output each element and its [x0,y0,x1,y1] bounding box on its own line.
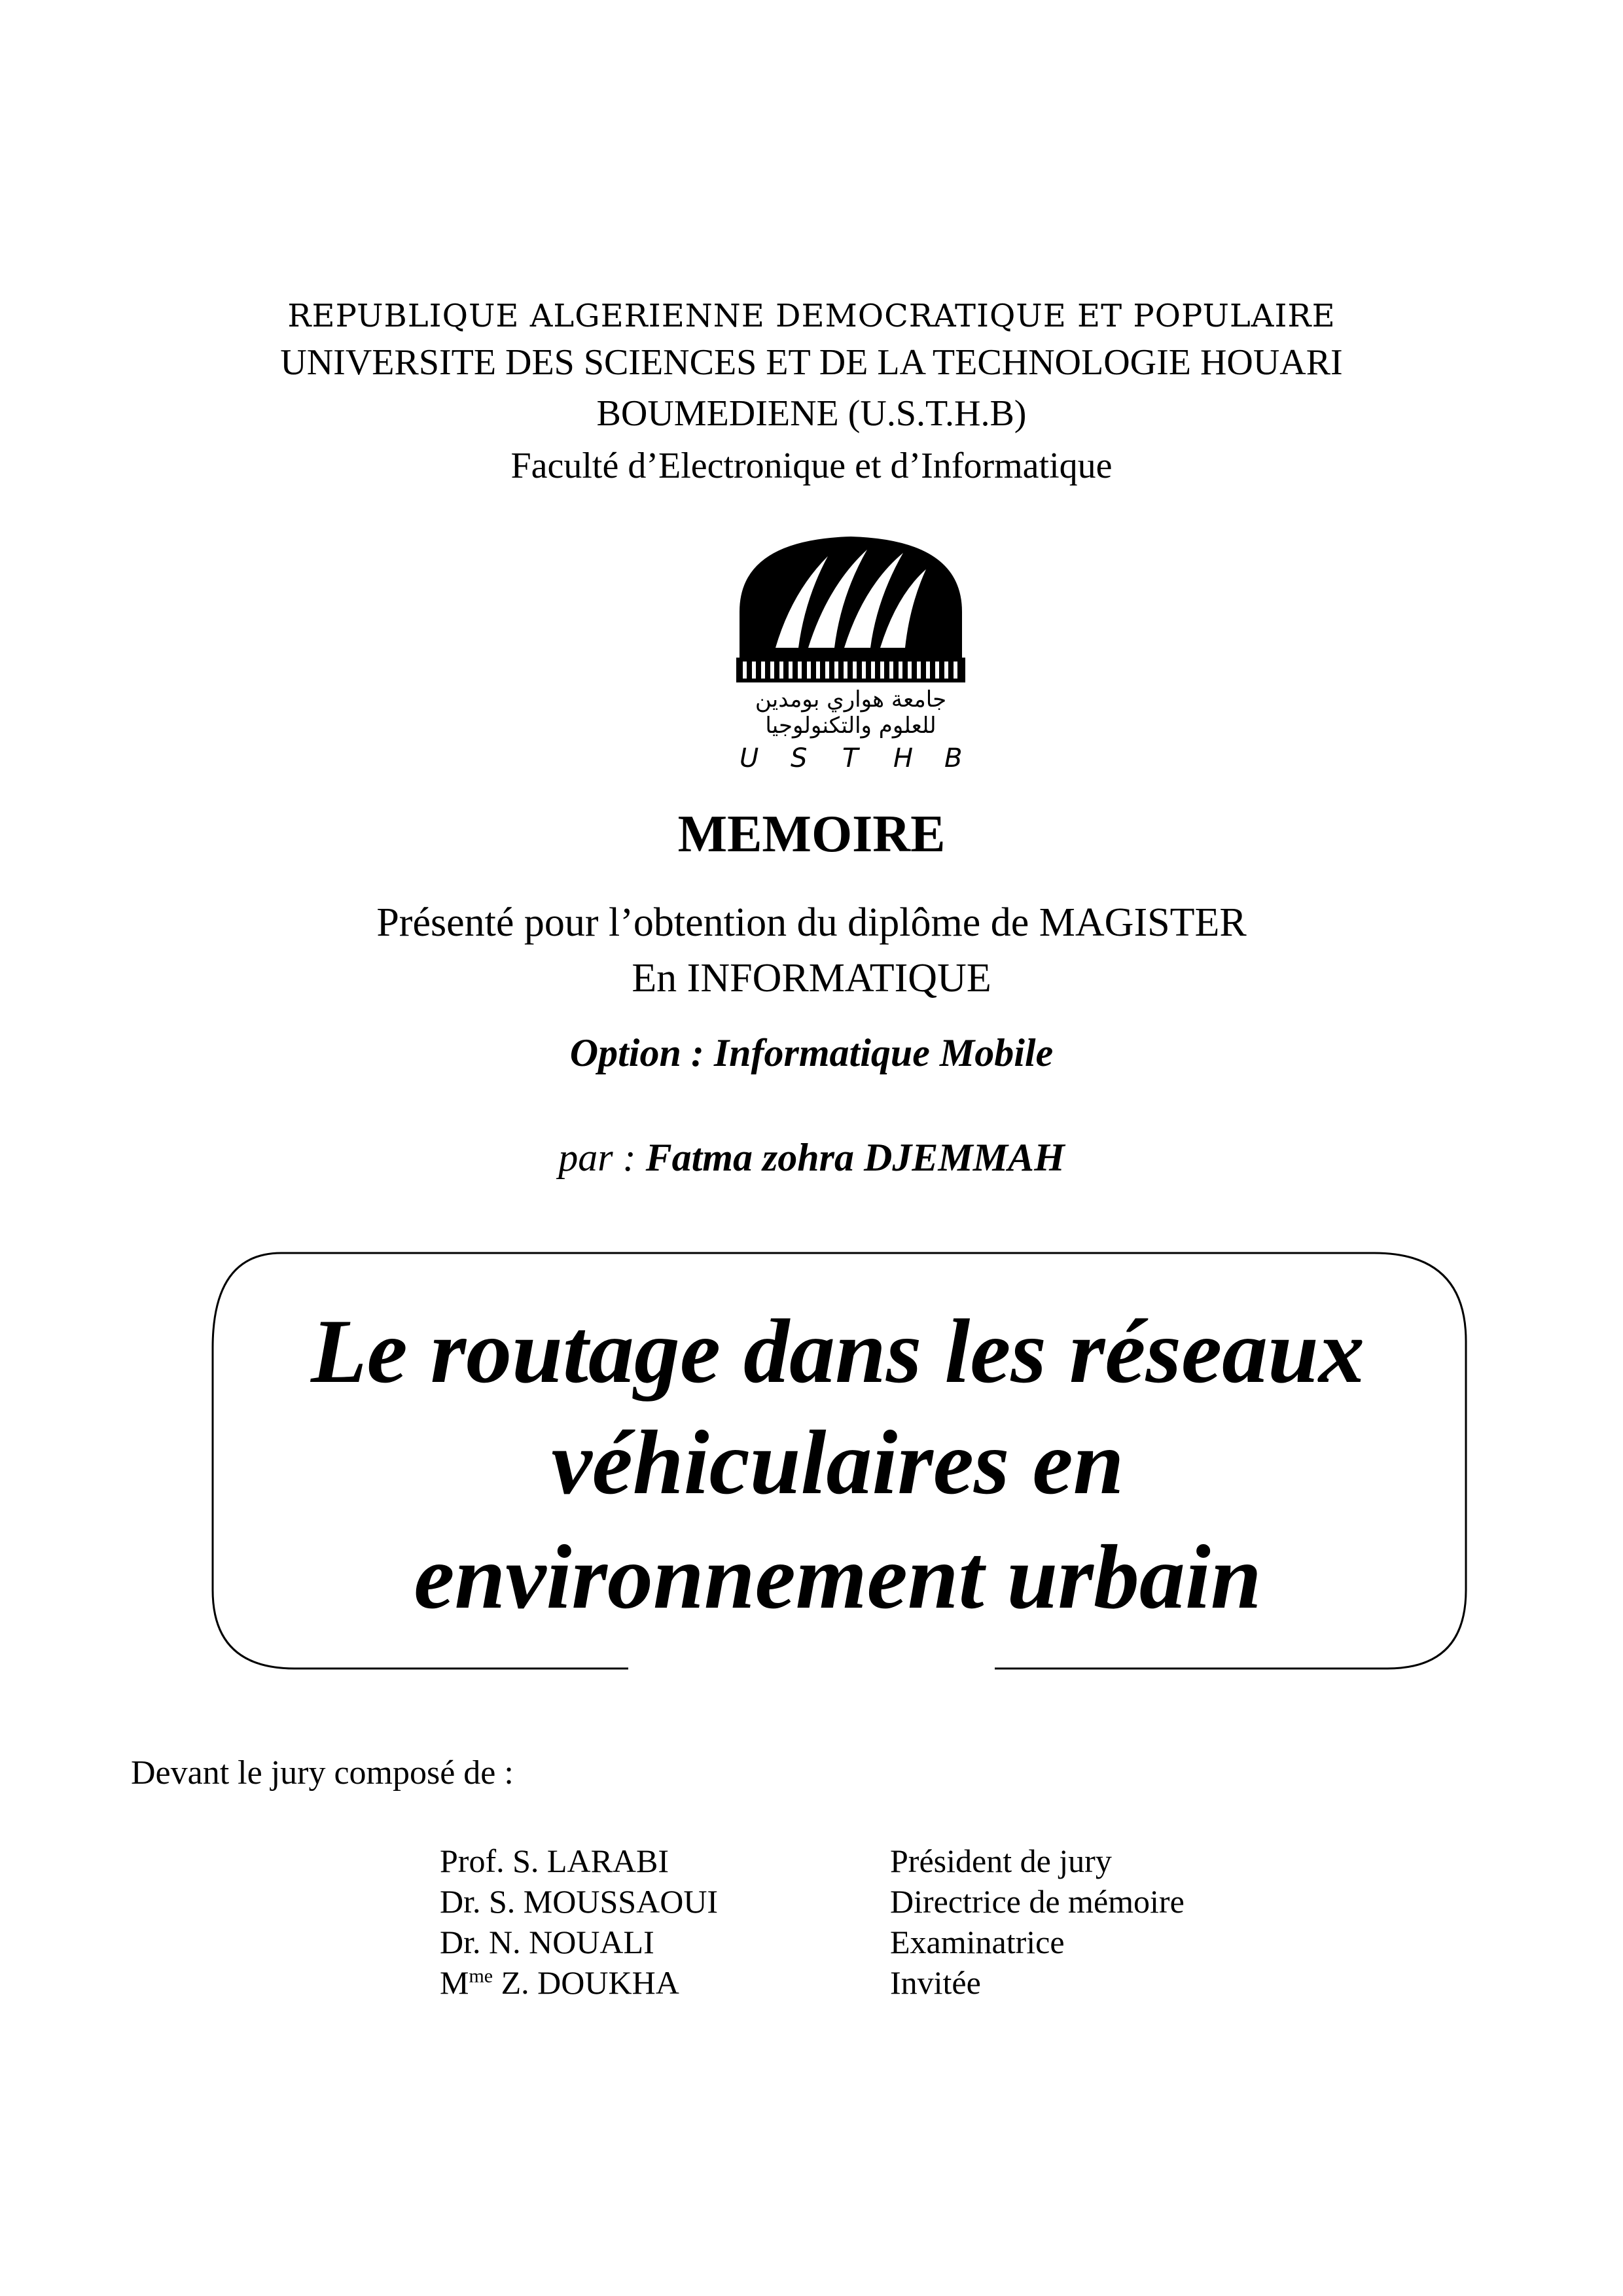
logo-arabic-line1: جامعة هواري بومدين [755,686,947,713]
logo-letter-b: B [944,743,963,773]
jury-member-name: $M^{me}$ Z. DOUKHA [440,1964,679,2001]
jury-member-role: Examinatrice [890,1924,1065,1960]
jury-member-name: Dr. N. NOUALI [440,1924,654,1960]
degree-field: En INFORMATIQUE [632,956,991,1000]
logo-letter-h: H [893,743,914,773]
university-name-line2: BOUMEDIENE (U.S.T.H.B) [596,393,1027,434]
jury-member-row [0,1964,1623,2004]
republic-heading: REPUBLIQUE ALGERIENNE DEMOCRATIQUE ET POPULAIRE [287,298,1336,334]
jury-member-row [0,1882,1623,1923]
thesis-title-line1: Le routage dans les réseaux [311,1301,1364,1402]
university-name-line1: UNIVERSITE DES SCIENCES ET DE LA TECHNOLOGIE HOUARI [280,342,1343,383]
option-line: Option : Informatique Mobile [569,1031,1054,1074]
thesis-title-line2: véhiculaires en [551,1412,1124,1513]
faculty-name: Faculté d’Electronique et d’Informatique [510,446,1113,486]
jury-member-row [0,1923,1623,1964]
logo-letter-u: U [740,743,759,773]
jury-member-name: Dr. S. MOUSSAOUI [440,1883,719,1920]
memoire-title: MEMOIRE [677,805,946,863]
jury-member-row [0,1842,1623,1882]
jury-member-role: Président de jury [890,1843,1112,1879]
thesis-title-line3: environnement urbain [414,1527,1262,1628]
author-prefix: par : [558,1136,646,1179]
jury-member-role: Invitée [890,1964,981,2001]
author-line [0,1135,1623,1180]
logo-letter-t: T [842,743,859,773]
presented-for-degree: Présenté pour l’obtention du diplôme de MAGISTER [376,900,1247,945]
author-name: Fatma zohra DJEMMAH [645,1136,1065,1179]
jury-member-role: Directrice de mémoire [890,1883,1185,1920]
jury-member-name: Prof. S. LARABI [440,1843,669,1879]
jury-intro: Devant le jury composé de : [131,1754,514,1792]
usthb-logo [730,533,972,775]
logo-letter-s: S [791,743,808,773]
logo-arabic-line2: للعلوم والتكنولوجيا [765,713,936,739]
